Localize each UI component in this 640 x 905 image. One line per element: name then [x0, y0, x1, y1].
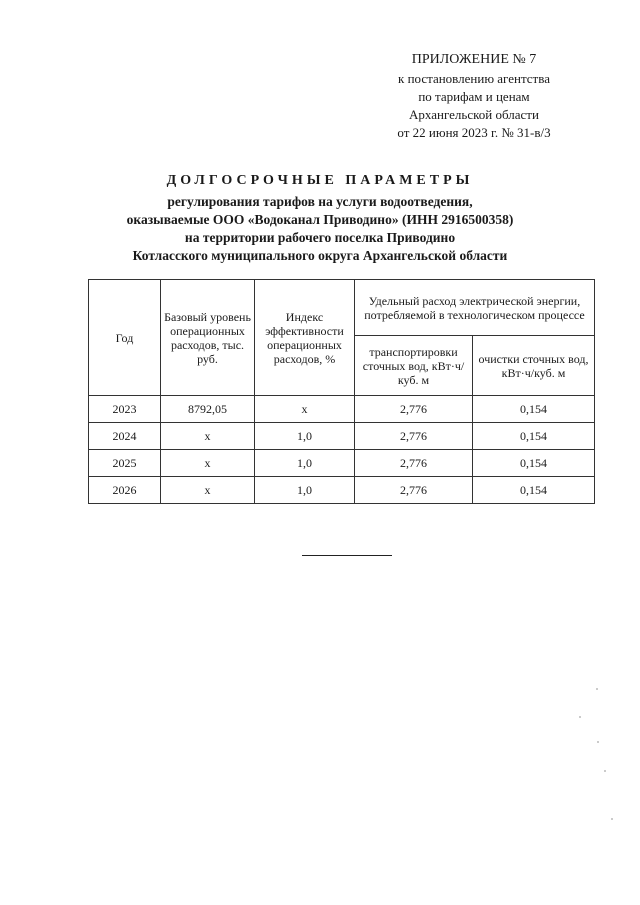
- heading-line: регулирования тарифов на услуги водоотведения,: [167, 194, 473, 209]
- scan-speck: [579, 716, 581, 718]
- scan-speck: [611, 818, 613, 820]
- table-row: [89, 477, 595, 504]
- table-row: [89, 396, 595, 423]
- cell-index: 1,0: [255, 423, 355, 450]
- parameters-table: [88, 279, 595, 504]
- parameters-table-wrap: [88, 279, 595, 504]
- header-efficiency-index: Индекс эффективности операционных расходов, %: [255, 280, 355, 396]
- cell-transport: 2,776: [355, 477, 473, 504]
- heading-line: на территории рабочего поселка Приводино: [184, 230, 456, 245]
- cell-base: х: [161, 423, 255, 450]
- cell-cleaning: 0,154: [473, 396, 595, 423]
- cell-base: 8792,05: [161, 396, 255, 423]
- appendix-ref-line: к постановлению агентства: [398, 71, 550, 86]
- header-cleaning: очистки сточных вод, кВт·ч/куб. м: [473, 336, 595, 396]
- cell-cleaning: 0,154: [473, 450, 595, 477]
- appendix-date-number: от 22 июня 2023 г. № 31-в/3: [397, 125, 551, 140]
- cell-cleaning: 0,154: [473, 423, 595, 450]
- heading-line: оказываемые ООО «Водоканал Приводино» (ИНН 2916500358): [126, 212, 514, 227]
- document-title: ДОЛГОСРОЧНЫЕ ПАРАМЕТРЫ: [166, 173, 474, 188]
- scan-speck: [597, 741, 599, 743]
- heading-line: Котласского муниципального округа Архангельской области: [132, 248, 508, 263]
- cell-index: 1,0: [255, 477, 355, 504]
- header-energy-consumption: Удельный расход электрической энергии, потребляемой в технологическом процессе: [355, 280, 595, 336]
- scan-speck: [604, 770, 606, 772]
- scan-speck: [596, 688, 598, 690]
- cell-year: 2025: [89, 450, 161, 477]
- cell-base: х: [161, 477, 255, 504]
- cell-year: 2023: [89, 396, 161, 423]
- closing-rule: [302, 555, 392, 556]
- cell-transport: 2,776: [355, 423, 473, 450]
- cell-year: 2026: [89, 477, 161, 504]
- cell-index: 1,0: [255, 450, 355, 477]
- cell-transport: 2,776: [355, 450, 473, 477]
- document-heading: [70, 172, 570, 265]
- cell-year: 2024: [89, 423, 161, 450]
- table-row: [89, 450, 595, 477]
- appendix-ref-line: Архангельской области: [409, 107, 539, 122]
- header-year: Год: [89, 280, 161, 396]
- header-transport: транспортировки сточных вод, кВт·ч/куб. м: [355, 336, 473, 396]
- header-base-level: Базовый уровень операционных расходов, тыс. руб.: [161, 280, 255, 396]
- appendix-ref-line: по тарифам и ценам: [418, 89, 530, 104]
- cell-index: х: [255, 396, 355, 423]
- cell-cleaning: 0,154: [473, 477, 595, 504]
- appendix-number: ПРИЛОЖЕНИЕ № 7: [411, 52, 537, 67]
- cell-base: х: [161, 450, 255, 477]
- cell-transport: 2,776: [355, 396, 473, 423]
- table-row: [89, 423, 595, 450]
- appendix-block: [360, 50, 588, 142]
